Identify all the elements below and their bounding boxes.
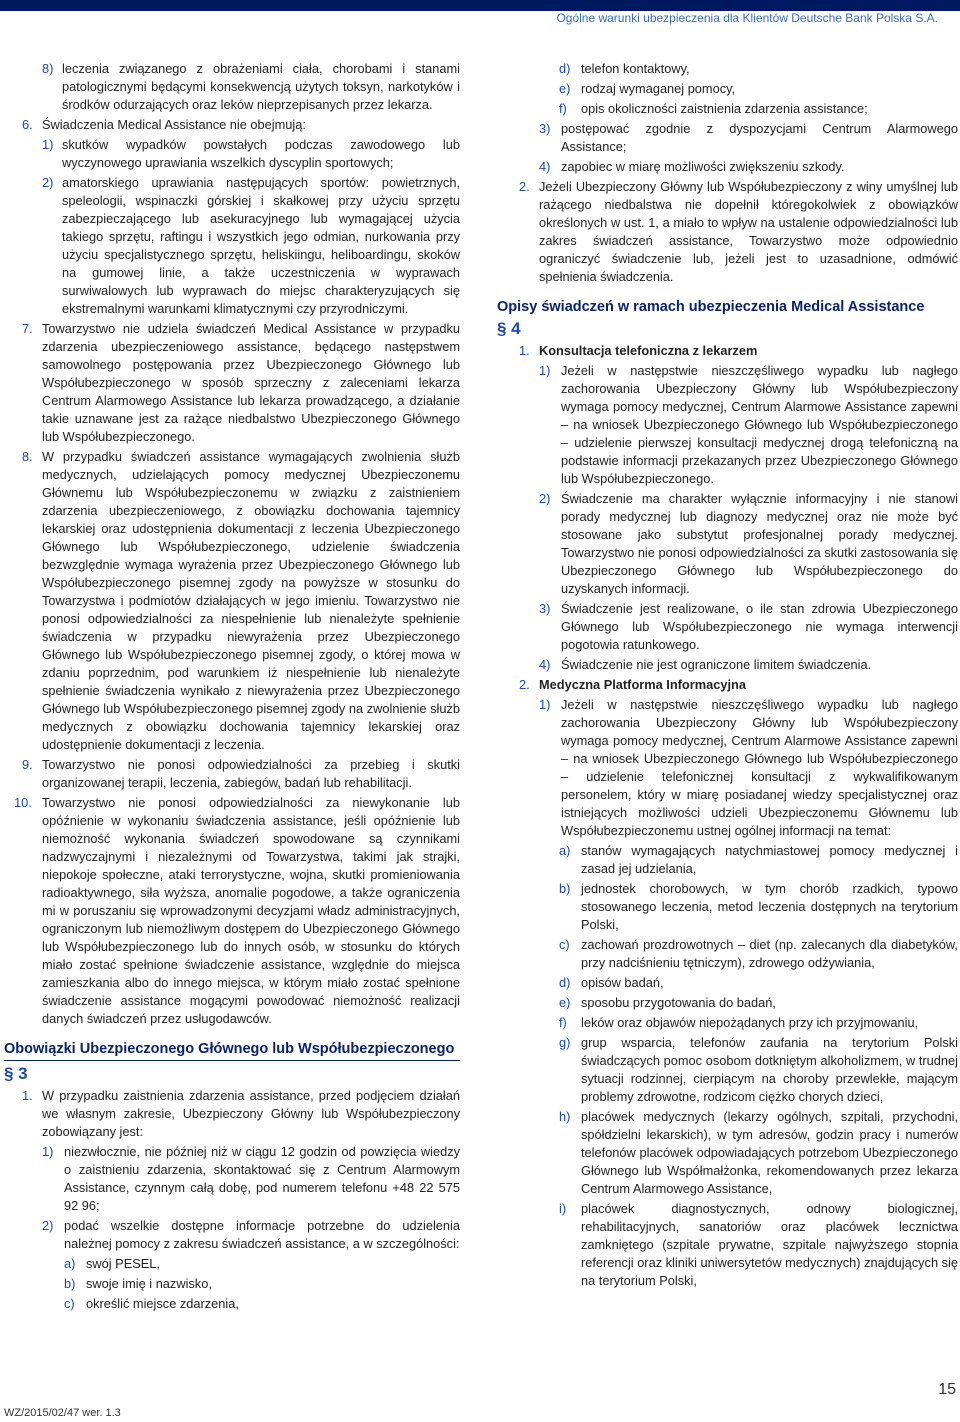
paragraph-mark: § 4 (497, 319, 521, 338)
list-item: 4) zapobiec w miarę możliwości zwiększeniu szkody. (539, 159, 845, 174)
document-code: WZ/2015/02/47 wer. 1.3 (4, 1407, 121, 1419)
list-item: 3) Świadczenie jest realizowane, o ile stan zdrowia Ubezpieczonego Głównego lub Współubezpieczonego nie wymaga interwencji pogotowia ratunkowego. (539, 601, 958, 652)
section-heading: Obowiązki Ubezpieczonego Głównego lub Współubezpieczonego (4, 1040, 460, 1061)
list-item: b) jednostek chorobowych, w tym chorób rzadkich, typowo stosowanego leczenia, metod leczenia dostępnych na terytorium Polski, (559, 881, 958, 932)
list-item: e) rodzaj wymaganej pomocy, (559, 81, 736, 96)
list-item: 2) Świadczenie ma charakter wyłącznie informacyjny i nie stanowi porady medycznej lub diagnozy medycznej oraz nie może być stosowane jako substytut profesjonalnej porady medycznej. Towarzystwo nie ponosi odpowiedzialności za skutki zastosowania się Ubezpieczonego Głównego lub Współubezpieczonego do uzyskanych informacji. (539, 491, 958, 596)
list-item: 6. Świadczenia Medical Assistance nie obejmują: (22, 117, 306, 132)
list-item: f) opis okoliczności zaistnienia zdarzenia assistance; (559, 101, 868, 116)
list-item: 1) Jeżeli w następstwie nieszczęśliwego wypadku lub nagłego zachorowania Ubezpieczony Główny lub Współubezpieczony wymaga pomocy medycznej, Centrum Alarmowe Assistance zapewni – na wniosek Ubezpieczonego Głównego lub Współubezpieczonego – udzielenie pierwszej konsultacji medycznej drogą telefoniczną na podstawie informacji przekazanych przez Ubezpieczonego Głównego lub Współubezpieczonego. (539, 363, 958, 486)
section-heading: Opisy świadczeń w ramach ubezpieczenia Medical Assistance (497, 299, 925, 315)
list-item: e) sposobu przygotowania do badań, (559, 995, 776, 1010)
list-item: 1) niezwłocznie, nie później niż w ciągu 12 godzin od powzięcia wiedzy o zaistnieniu zdarzenia, skontaktować się z Centrum Alarmowym Assistance, czynnym całą dobę, pod numerem telefonu +48 22 575 92 96; (42, 1144, 460, 1213)
list-item: 1) skutków wypadków powstałych podczas zawodowego lub wyczynowego uprawiania wszelkich dyscyplin sportowych; (42, 137, 460, 170)
list-item: a) stanów wymagających natychmiastowej pomocy medycznej i zasad jej udzielania, (559, 843, 958, 876)
list-item: 10. Towarzystwo nie ponosi odpowiedzialności za niewykonanie lub opóźnienie w wykonaniu świadczenia assistance, jeśli opóźnienie lub niemożność wykonania świadczeń spowodowane są czynnikami nadzwyczajnymi i niezależnymi od Towarzystwa, takimi jak strajki, niepokoje społeczne, ataki terrorystyczne, wojna, skutki promieniowania radioaktywnego, siła wyższa, anomalie pogodowe, a także ograniczenia mi w poruszaniu się wprowadzonymi decyzjami władz administracyjnych, ograniczonym lub niemożliwym dostępem do Ubezpieczonego Głównego lub Współubezpieczonego lub do innych osób, w stosunku do których miało zostać spełnione świadczenie assistance, względnie do miejsca zamieszkania albo do innego miejsca, w którym miało zostać spełnione świadczenie assistance mogącymi powodować niemożność realizacji danych świadczeń przez usługodawców. (14, 795, 460, 1026)
list-item: 3) postępować zgodnie z dyspozycjami Centrum Alarmowego Assistance; (539, 121, 958, 154)
list-item: d) opisów badań, (559, 975, 664, 990)
page-number: 15 (938, 1381, 956, 1398)
left-column (4, 60, 460, 1315)
list-item: i) placówek diagnostycznych, odnowy biologicznej, rehabilitacyjnych, sanatoriów oraz placówek lecznictwa zamkniętego (szpitale prywatne, szpitale najwyższego stopnia referencji oraz kliniki uniwersytetów medycznych) znajdujących się na terytorium Polski, (559, 1201, 958, 1288)
list-item: c) zachowań prozdrowotnych – diet (np. zalecanych dla diabetyków, przy nadciśnieniu tętniczym), zdrowego odżywiania, (559, 937, 958, 970)
list-item: d) telefon kontaktowy, (559, 61, 690, 76)
list-item: 1. W przypadku zaistnienia zdarzenia assistance, przed podjęciem działań we własnym zakresie, Ubezpieczony Główny lub Współubezpieczony zobowiązany jest: (22, 1088, 460, 1139)
list-item: h) placówek medycznych (lekarzy ogólnych, szpitali, przychodni, spółdzielni lekarskich), w tym adresów, godzin pracy i numerów telefonów placówek odpowiadających potrzebom Ubezpieczonego Głównego lub Współmałżonka, rekomendowanych przez lekarza Centrum Alarmowego Assistance, (559, 1109, 958, 1196)
list-item: b) swoje imię i nazwisko, (64, 1276, 212, 1291)
list-item: 9. Towarzystwo nie ponosi odpowiedzialności za przebieg i skutki organizowanej terapii, leczenia, zabiegów, badań lub rehabilitacji. (22, 757, 460, 790)
list-item: 4) Świadczenie nie jest ograniczone limitem świadczenia. (539, 657, 872, 672)
list-item: 1) Jeżeli w następstwie nieszczęśliwego wypadku lub nagłego zachorowania Ubezpieczony Główny lub Współubezpieczony wymaga pomocy medycznej, Centrum Alarmowe Assistance zapewni – na wniosek Ubezpieczonego Głównego lub Współubezpieczonego – udzielenie telefonicznej konsultacji z wykwalifikowanym personelem, który w miarę posiadanej wiedzy specjalistycznej oraz istniejących możliwości udzieli Ubezpieczonemu Głównemu lub Współubezpieczonemu ustnej ogólnej informacji na temat: (539, 697, 958, 838)
list-item: 2) podać wszelkie dostępne informacje potrzebne do udzielenia należnej pomocy z zakresu świadczeń assistance, a w szczególności: (42, 1218, 460, 1251)
list-item: f) leków oraz objawów niepożądanych przy ich przyjmowaniu, (559, 1015, 919, 1030)
list-item: 2) amatorskiego uprawiania następujących sportów: powietrznych, speleologii, wspinaczki górskiej i skałkowej przy użyciu sprzętu zabezpieczającego lub asekuracyjnego lub wymagającej użycia takiego sprzętu, raftingu i wszystkich jego odmian, nurkowania przy użyciu specjalistycznego sprzętu, heliskiingu, heliboardingu, skoków na gumowej linie, a także uczestniczenia w wyprawach surwiwalowych lub wyprawach do miejsc charakteryzujących się ekstremalnymi warunkami klimatycznymi czy przyrodniczymi. (42, 175, 460, 316)
list-item: c) określić miejsce zdarzenia, (64, 1296, 239, 1311)
list-item: 7. Towarzystwo nie udziela świadczeń Medical Assistance w przypadku zdarzenia ubezpieczeniowego assistance, będącego następstwem samowolnego postępowania przez Ubezpieczonego Głównego lub Współubezpieczonego w sposób sprzeczny z zaleceniami lekarza Centrum Alarmowego Assistance lub lekarza prowadzącego, a działanie takie uznawane jest za rażące niedbalstwo Ubezpieczonego Głównego lub Współubezpieczonego. (22, 321, 460, 444)
list-item: 8) leczenia związanego z obrażeniami ciała, chorobami i stanami patologicznymi będącymi konsekwencją użytych toksyn, narkotyków i środków odurzających oraz leków nieprzepisanych przez lekarza. (42, 61, 460, 112)
header-bar (0, 0, 960, 11)
list-item: 2. Jeżeli Ubezpieczony Główny lub Współubezpieczony z winy umyślnej lub rażącego niedbalstwa nie dopełnił któregokolwiek z obowiązków określonych w ust. 1, a miało to wpływ na ustalenie odpowiedzialności lub zakres świadczeń assistance, Towarzystwo może odpowiednio ograniczyć świadczenie lub, jeżeli jest to uzasadnione, odmówić spełnienia świadczenia. (519, 179, 958, 284)
header-title: Ogólne warunki ubezpieczenia dla Klientów Deutsche Bank Polska S.A. (556, 11, 938, 25)
paragraph-mark: § 3 (4, 1064, 28, 1083)
list-item: g) grup wsparcia, telefonów zaufania na terytorium Polski świadczących pomoc osobom dotkniętym alkoholizmem, w trudnej sytuacji rodzinnej, cierpiącym na choroby przewlekłe, mającym problemy zdrowotne, rodzicom ciężko chorych dzieci, (559, 1035, 958, 1104)
list-item: 2. Medyczna Platforma Informacyjna (519, 677, 746, 692)
list-item: 8. W przypadku świadczeń assistance wymagających zwolnienia służb medycznych, udzielających pomocy medycznej Ubezpieczonemu Głównemu lub Współubezpieczonemu w związku z zaistnieniem zdarzenia ubezpieczeniowego, z obowiązku dochowania tajemnicy lekarskiej oraz udostępnienia dokumentacji z leczenia Ubezpieczonego Głównego lub Współubezpieczonego, udzielenie świadczenia bezwzględnie wymaga wyrażenia przez Ubezpieczonego Głównego lub Współubezpieczonego pisemnej zgody na powyższe w stosunku do Towarzystwa i podmiotów działających w jego imieniu. Towarzystwo nie ponosi odpowiedzialności za niespełnienie lub nienależyte spełnienie świadczenia w przypadku niewyrażenia przez Ubezpieczonego Głównego lub Współubezpieczonego pisemnej zgody, o której mowa w zdaniu poprzednim, pod warunkiem iż niespełnienie lub nienależyte spełnienie świadczenia wynikało z niewyrażenia przez Ubezpieczonego Głównego lub Współubezpieczonego pisemnej zgody na zwolnienie służb medycznych z obowiązku dochowania tajemnicy lekarskiej oraz udostępnienie dokumentacji z leczenia. (22, 449, 460, 752)
list-item: a) swój PESEL, (64, 1256, 160, 1271)
list-item: 1. Konsultacja telefoniczna z lekarzem (519, 343, 758, 358)
right-column (497, 60, 958, 1292)
